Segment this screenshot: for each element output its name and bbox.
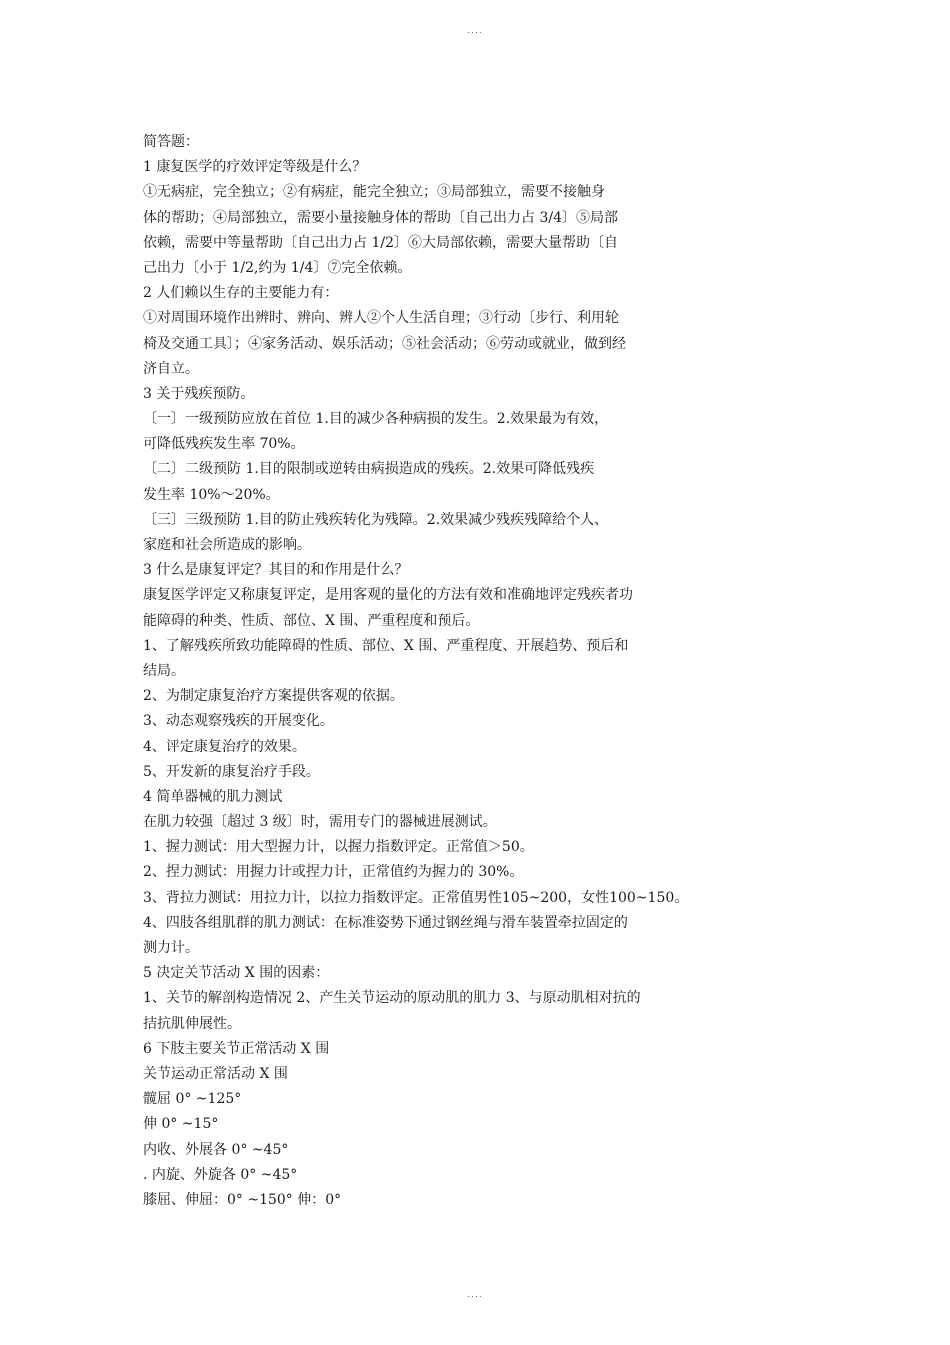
text-line: 康复医学评定又称康复评定，是用客观的量化的方法有效和准确地评定残疾者功 (143, 587, 633, 604)
text-line: 内收、外展各 0° ~45° (143, 1141, 289, 1158)
text-line: 3、背拉力测试：用拉力计，以拉力指数评定。正常值男性105~200，女性100~150。 (143, 889, 689, 906)
text-line: 膝屈、伸屈：0° ~150° 伸：0° (143, 1191, 342, 1208)
question-2-title: 2 人们赖以生存的主要能力有： (143, 285, 339, 302)
text-line: 3、动态观察残疾的开展变化。 (143, 713, 334, 730)
question-6-title: 6 下肢主要关节正常活动 X 围 (143, 1040, 330, 1057)
text-line: 拮抗肌伸展性。 (143, 1015, 241, 1032)
text-line: 结局。 (143, 662, 185, 679)
text-line: 可降低残疾发生率 70%。 (143, 436, 305, 453)
text-line: . 内旋、外旋各 0° ~45° (143, 1166, 298, 1183)
text-line: 体的帮助；④局部独立，需要小量接触身体的帮助〔自己出力占 3/4〕⑤局部 (143, 209, 618, 226)
question-5-title: 5 决定关节活动 X 围的因素： (143, 965, 330, 982)
text-line: 依赖，需要中等量帮助〔自己出力占 1/2〕⑥大局部依赖，需要大量帮助〔自 (143, 234, 618, 251)
question-3-title: 3 关于残疾预防。 (143, 385, 255, 402)
text-line: 能障碍的种类、性质、部位、X 围、严重程度和预后。 (143, 612, 480, 629)
page-footer-marker: .... (467, 1290, 483, 1300)
text-line: ①无病症，完全独立；②有病症，能完全独立；③局部独立，需要不接触身 (143, 184, 605, 201)
text-line: 〔二〕二级预防 1.目的限制或逆转由病损造成的残疾。2.效果可降低残疾 (143, 461, 595, 478)
section-heading: 简答题： (143, 134, 199, 150)
page-header-marker: .... (467, 26, 483, 36)
text-line: 2、捏力测试：用握力计或捏力计，正常值约为握力的 30%。 (143, 864, 524, 881)
text-line: 己出力〔小于 1/2,约为 1/4〕⑦完全依赖。 (143, 259, 412, 276)
text-line: 〔一〕一级预防应放在首位 1.目的减少各种病损的发生。2.效果最为有效， (143, 411, 609, 428)
text-line: 4、评定康复治疗的效果。 (143, 738, 306, 755)
text-line: 1、关节的解剖构造情况 2、产生关节运动的原动肌的肌力 3、与原动肌相对抗的 (143, 990, 641, 1007)
document-body (143, 130, 743, 1213)
text-line: 测力计。 (143, 940, 199, 956)
text-line: 伸 0° ~15° (143, 1116, 219, 1133)
text-line: 2、为制定康复治疗方案提供客观的依据。 (143, 688, 404, 705)
text-line: 4、四肢各组肌群的肌力测试：在标准姿势下通过钢丝绳与滑车装置牵拉固定的 (143, 914, 628, 931)
question-4-title: 4 简单器械的肌力测试 (143, 788, 283, 805)
question-3b-title: 3 什么是康复评定？其目的和作用是什么？ (143, 562, 409, 579)
text-line: 在肌力较强〔超过 3 级〕时，需用专门的器械进展测试。 (143, 814, 497, 831)
text-line: 济自立。 (143, 360, 199, 377)
text-line: 椅及交通工具〕；④家务活动、娱乐活动；⑤社会活动；⑥劳动或就业，做到经 (143, 335, 626, 352)
text-line: 〔三〕三级预防 1.目的防止残疾转化为残障。2.效果减少残疾残障给个人、 (143, 511, 609, 528)
text-line: 5、开发新的康复治疗手段。 (143, 763, 320, 780)
text-line: 家庭和社会所造成的影响。 (143, 537, 311, 553)
question-1-title: 1 康复医学的疗效评定等级是什么？ (143, 159, 367, 176)
text-line: 发生率 10%～20%。 (143, 486, 280, 503)
text-line: 关节运动正常活动 X 围 (143, 1065, 288, 1082)
text-line: ①对周围环境作出辨时、辨向、辨人②个人生活自理；③行动〔步行、利用轮 (143, 310, 619, 327)
text-line: 1、握力测试：用大型握力计，以握力指数评定。正常值＞50。 (143, 839, 534, 856)
text-line: 髋屈 0° ~125° (143, 1091, 242, 1108)
text-line: 1、了解残疾所致功能障碍的性质、部位、X 围、严重程度、开展趋势、预后和 (143, 637, 629, 654)
